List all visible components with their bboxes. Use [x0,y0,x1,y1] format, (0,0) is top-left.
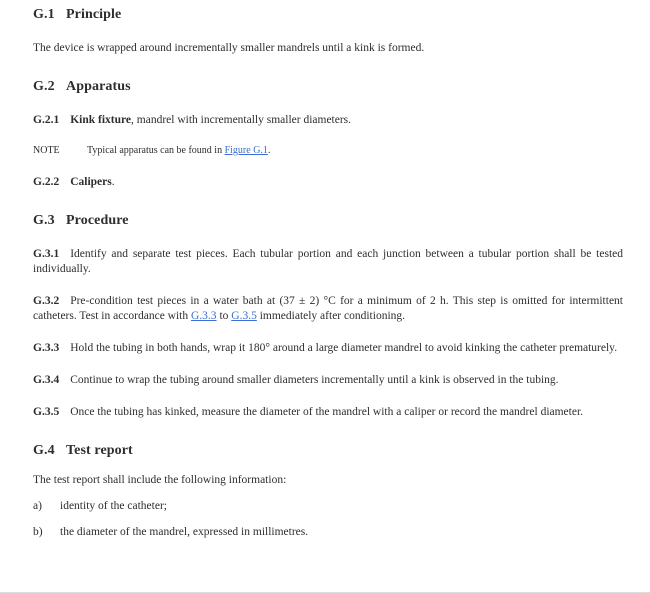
section-title: Principle [66,7,122,22]
section-heading [33,78,623,96]
clause-number: G.4 [33,443,55,458]
text-run: identity of the catheter; [60,500,167,512]
text-run: Pre-condition test pieces in a water bath at (37 ± 2) °C for a minimum of 2 h. This step is omitted for intermittent catheters. Test in accordance with [33,295,623,322]
clause-paragraph [33,341,623,356]
text-run: Typical apparatus can be found in [87,145,225,156]
text-run: The test report shall include the following information: [33,474,287,486]
clause-number: G.3.3 [33,342,60,354]
clause-number: G.3.4 [33,374,60,386]
list-item-text [60,499,623,514]
clause-paragraph [33,373,623,388]
section-title: Test report [66,443,133,458]
text-run: Continue to wrap the tubing around smaller diameters incrementally until a kink is observed in the tubing. [70,374,559,386]
clause-paragraph [33,175,623,190]
clause-paragraph [33,113,623,128]
list-marker: a) [33,500,42,512]
note-label: NOTE [33,145,60,156]
note [33,144,623,158]
clause-number: G.2 [33,79,55,94]
clause-paragraph [33,247,623,277]
text-run: The device is wrapped around incrementally smaller mandrels until a kink is formed. [33,42,425,54]
defined-term: Kink fixture [70,114,132,126]
list-item [33,499,623,514]
clause-number: G.2.1 [33,114,60,126]
list-item [33,525,623,540]
text-run: to [216,310,232,322]
defined-term: Calipers [70,176,112,188]
text-run: . [267,145,271,156]
cross-reference-link[interactable]: Figure G.1 [224,145,268,156]
text-run: Once the tubing has kinked, measure the diameter of the mandrel with a caliper or record the mandrel diameter. [70,406,584,418]
text-run: . [111,176,115,188]
section-heading [33,6,623,24]
list-marker: b) [33,526,43,538]
clause-paragraph [33,405,623,420]
clause-number: G.3 [33,213,55,228]
paragraph [33,473,623,488]
section-heading [33,442,623,460]
cross-reference-link[interactable]: G.3.3 [191,310,217,322]
paragraph [33,41,623,56]
section-heading [33,212,623,230]
clause-number: G.3.1 [33,248,60,260]
section-title: Apparatus [66,79,131,94]
text-run: Identify and separate test pieces. Each tubular portion and each junction between a tubular portion shall be tested individually. [33,248,623,275]
text-run: immediately after conditioning. [256,310,406,322]
text-run: the diameter of the mandrel, expressed in millimetres. [60,526,309,538]
cross-reference-link[interactable]: G.3.5 [231,310,257,322]
clause-number: G.1 [33,7,55,22]
text-run: Hold the tubing in both hands, wrap it 180° around a large diameter mandrel to avoid kinking the catheter prematurely. [70,342,618,354]
text-run: , mandrel with incrementally smaller diameters. [131,114,352,126]
note-text [87,144,623,158]
clause-number: G.2.2 [33,176,60,188]
clause-number: G.3.5 [33,406,60,418]
section-title: Procedure [66,213,129,228]
list-item-text [60,525,623,540]
clause-number: G.3.2 [33,295,60,307]
clause-paragraph [33,294,623,324]
